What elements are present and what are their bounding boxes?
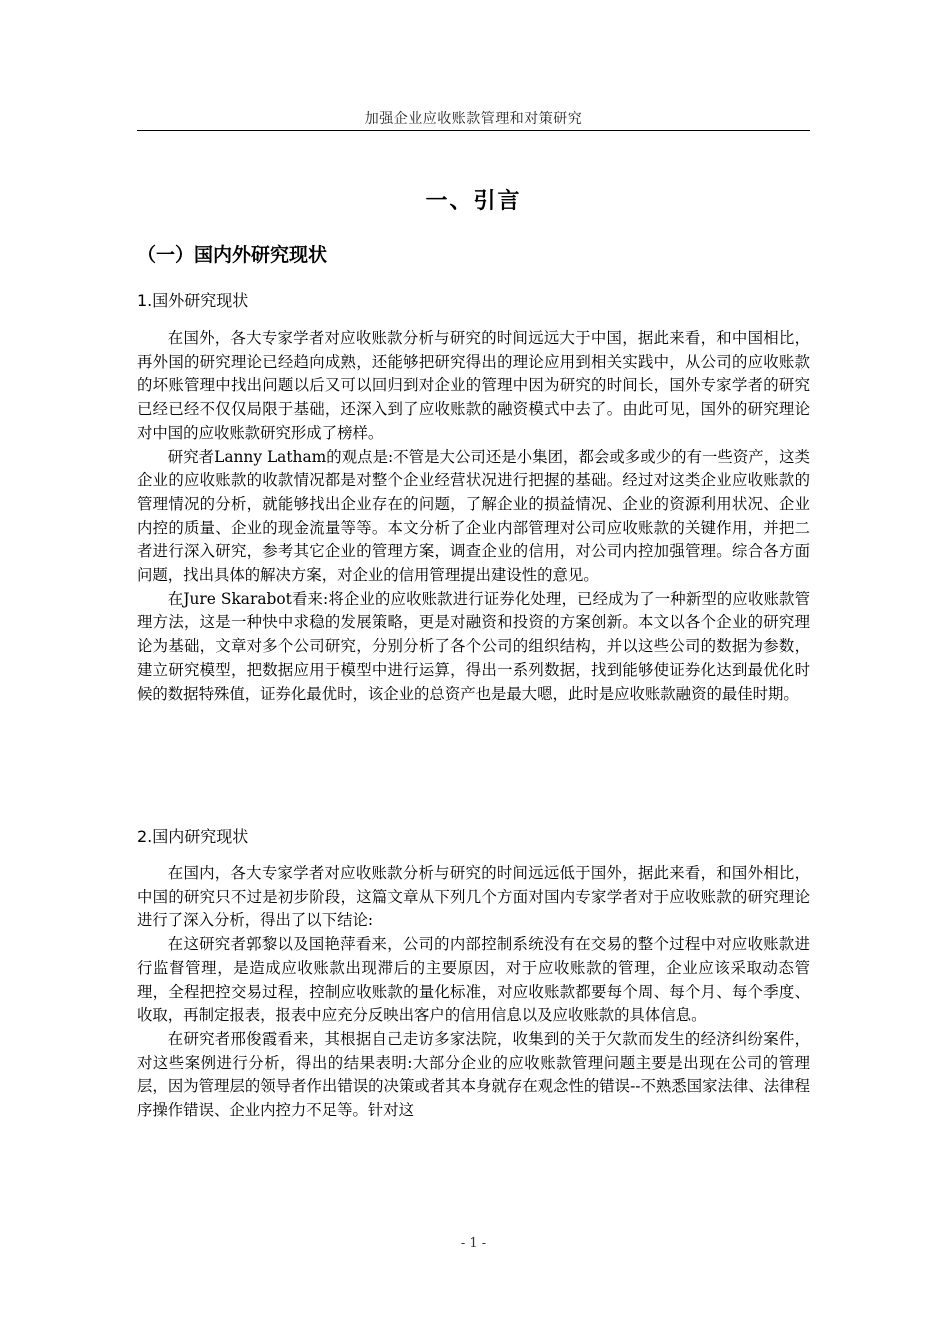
subsection-body-foreign bbox=[137, 327, 810, 706]
header-divider bbox=[137, 130, 810, 131]
page-number: - 1 - bbox=[460, 1236, 487, 1251]
subsection-body-domestic bbox=[137, 862, 810, 1123]
chapter-title: 一、引言 bbox=[425, 189, 522, 214]
paragraph: 在国内，各大专家学者对应收账款分析与研究的时间远远低于国外，据此来看，和国外相比，中国的研究只不过是初步阶段，这篇文章从下列几个方面对国内专家学者对于应收账款的研究理论进行了深入分析，得出了以下结论: bbox=[137, 864, 810, 930]
paragraph: 在研究者邢俊霞看来，其根据自己走访多家法院，收集到的关于欠款而发生的经济纠纷案件，对这些案例进行分析，得出的结果表明:大部分企业的应收账款管理问题主要是出现在公司的管理层，因为管理层的领导者作出错误的决策或者其本身就存在观念性的错误--不熟悉国家法律、法律程序操作错误、企业内控力不足等。针对这 bbox=[137, 1029, 810, 1120]
section-title: （一）国内外研究现状 bbox=[137, 244, 328, 266]
paragraph: 在Jure Skarabot看来:将企业的应收账款进行证券化处理，已经成为了一种新型的应收账款管理方法，这是一种快中求稳的发展策略，更是对融资和投资的方案创新。本文以各个企业的研究理论为基础，文章对多个公司研究，分别分析了各个公司的组织结构，并以这些公司的数据为参数，建立研究模型，把数据应用于模型中进行运算，得出一系列数据，找到能够使证券化达到最优化时候的数据特殊值，证券化最优时，该企业的总资产也是最大嗯，此时是应收账款融资的最佳时期。 bbox=[137, 589, 810, 703]
paragraph: 研究者Lanny Latham的观点是:不管是大公司还是小集团，都会或多或少的有一些资产，这类企业的应收账款的收款情况都是对整个企业经营状况进行把握的基础。经过对这类企业应收账款的管理情况的分析，就能够找出企业存在的问题，了解企业的损益情况、企业的资源利用状况、企业内控的质量、企业的现金流量等等。本文分析了企业内部管理对公司应收账款的关键作用，并把二者进行深入研究，参考其它企业的管理方案，调查企业的信用，对公司内控加强管理。综合各方面问题，找出具体的解决方案，对企业的信用管理提出建设性的意见。 bbox=[137, 447, 810, 585]
subsection-title-domestic: 2.国内研究现状 bbox=[137, 827, 249, 846]
subsection-title-foreign: 1.国外研究现状 bbox=[137, 291, 249, 310]
paragraph: 在国外，各大专家学者对应收账款分析与研究的时间远远大于中国，据此来看，和中国相比，再外国的研究理论已经趋向成熟，还能够把研究得出的理论应用到相关实践中，从公司的应收账款的坏账管理中找出问题以后又可以回归到对企业的管理中因为研究的时间长，国外专家学者的研究已经已经不仅仅局限于基础，还深入到了应收账款的融资模式中去了。由此可见，国外的研究理论对中国的应收账款研究形成了榜样。 bbox=[137, 329, 810, 442]
running-header: 加强企业应收账款管理和对策研究 bbox=[364, 111, 583, 127]
paragraph: 在这研究者郭黎以及国艳萍看来，公司的内部控制系统没有在交易的整个过程中对应收账款进行监督管理，是造成应收账款出现滞后的主要原因，对于应收账款的管理，企业应该采取动态管理，全程把控交易过程，控制应收账款的量化标准，对应收账款都要每个周、每个月、每个季度、收取，再制定报表，报表中应充分反映出客户的信用信息以及应收账款的具体信息。 bbox=[137, 935, 810, 1025]
